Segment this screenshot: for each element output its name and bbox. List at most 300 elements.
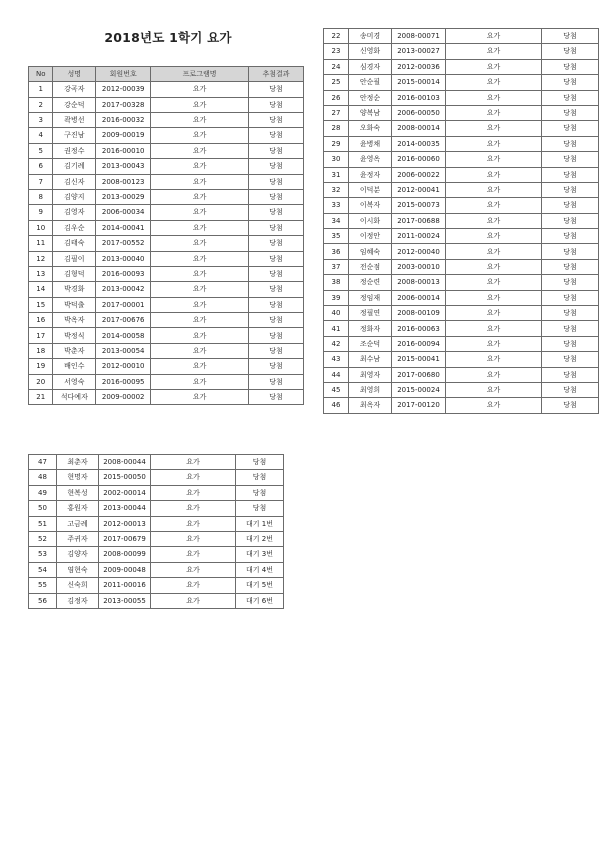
cell-name: 곽병선 (53, 112, 96, 127)
cell-no: 42 (324, 336, 349, 351)
cell-no: 4 (29, 128, 53, 143)
cell-program: 요가 (151, 343, 249, 358)
cell-result: 당첨 (248, 266, 303, 281)
cell-result: 당첨 (542, 398, 599, 413)
cell-member-id: 2017-00328 (96, 97, 151, 112)
cell-member-id: 2011-00024 (392, 229, 446, 244)
cell-program: 요가 (446, 352, 542, 367)
cell-no: 43 (324, 352, 349, 367)
cell-result: 당첨 (248, 220, 303, 235)
table-row (29, 174, 304, 189)
cell-no: 25 (324, 75, 349, 90)
table-row (29, 516, 284, 531)
cell-no: 51 (29, 516, 57, 531)
header-result: 추첨결과 (248, 67, 303, 82)
cell-program: 요가 (151, 159, 249, 174)
header-name: 성명 (53, 67, 96, 82)
results-table-1 (28, 66, 304, 405)
cell-program: 요가 (151, 220, 249, 235)
cell-member-id: 2008-00014 (392, 121, 446, 136)
cell-result: 당첨 (542, 229, 599, 244)
cell-no: 8 (29, 189, 53, 204)
table-row (29, 143, 304, 158)
table-row (324, 306, 599, 321)
cell-name: 송미경 (349, 29, 392, 44)
cell-program: 요가 (151, 205, 249, 220)
cell-no: 23 (324, 44, 349, 59)
cell-program: 요가 (151, 97, 249, 112)
cell-no: 12 (29, 251, 53, 266)
cell-member-id: 2006-00034 (96, 205, 151, 220)
cell-member-id: 2013-00043 (96, 159, 151, 174)
cell-member-id: 2015-00041 (392, 352, 446, 367)
cell-no: 47 (29, 455, 57, 470)
cell-result: 당첨 (248, 282, 303, 297)
table-row (29, 236, 304, 251)
cell-no: 44 (324, 367, 349, 382)
table-row (29, 205, 304, 220)
cell-member-id: 2012-00039 (96, 82, 151, 97)
cell-member-id: 2015-00050 (99, 470, 151, 485)
table-row (324, 44, 599, 59)
cell-member-id: 2015-00014 (392, 75, 446, 90)
table-row (29, 455, 284, 470)
cell-result: 당첨 (248, 313, 303, 328)
cell-no: 50 (29, 501, 57, 516)
cell-member-id: 2008-00099 (99, 547, 151, 562)
table-row (29, 282, 304, 297)
cell-no: 41 (324, 321, 349, 336)
cell-member-id: 2016-00010 (96, 143, 151, 158)
cell-program: 요가 (151, 236, 249, 251)
table-row (324, 90, 599, 105)
cell-program: 요가 (446, 398, 542, 413)
cell-program: 요가 (446, 367, 542, 382)
cell-name: 홍원자 (57, 501, 99, 516)
table-row (29, 313, 304, 328)
cell-no: 28 (324, 121, 349, 136)
cell-name: 이시화 (349, 213, 392, 228)
cell-program: 요가 (446, 105, 542, 120)
cell-program: 요가 (151, 455, 236, 470)
table-row (324, 213, 599, 228)
table-row (324, 29, 599, 44)
cell-result: 당첨 (236, 485, 284, 500)
table-row (324, 244, 599, 259)
cell-member-id: 2013-00040 (96, 251, 151, 266)
cell-name: 최영희 (349, 382, 392, 397)
cell-name: 현명자 (57, 470, 99, 485)
cell-result: 당첨 (542, 244, 599, 259)
table-row (29, 82, 304, 97)
cell-program: 요가 (446, 59, 542, 74)
table-row (324, 398, 599, 413)
cell-no: 14 (29, 282, 53, 297)
cell-no: 20 (29, 374, 53, 389)
cell-result: 당첨 (542, 382, 599, 397)
cell-name: 고금례 (57, 516, 99, 531)
cell-name: 정임재 (349, 290, 392, 305)
cell-no: 34 (324, 213, 349, 228)
cell-result: 대기 3번 (236, 547, 284, 562)
cell-result: 당첨 (248, 82, 303, 97)
table-row (29, 390, 304, 405)
cell-no: 39 (324, 290, 349, 305)
cell-result: 당첨 (542, 290, 599, 305)
cell-result: 대기 4번 (236, 562, 284, 577)
cell-program: 요가 (446, 136, 542, 151)
cell-name: 박덕출 (53, 297, 96, 312)
cell-member-id: 2008-00013 (392, 275, 446, 290)
cell-name: 현복성 (57, 485, 99, 500)
cell-member-id: 2013-00027 (392, 44, 446, 59)
table-row (29, 562, 284, 577)
cell-member-id: 2012-00013 (99, 516, 151, 531)
cell-result: 당첨 (248, 328, 303, 343)
cell-program: 요가 (446, 182, 542, 197)
cell-name: 권정수 (53, 143, 96, 158)
table-row (29, 128, 304, 143)
cell-name: 오화숙 (349, 121, 392, 136)
cell-member-id: 2016-00093 (96, 266, 151, 281)
cell-result: 당첨 (542, 182, 599, 197)
cell-name: 구진남 (53, 128, 96, 143)
cell-name: 서영숙 (53, 374, 96, 389)
cell-program: 요가 (151, 82, 249, 97)
cell-no: 33 (324, 198, 349, 213)
cell-name: 김영자 (53, 205, 96, 220)
cell-no: 5 (29, 143, 53, 158)
cell-member-id: 2017-00679 (99, 531, 151, 546)
table-header-row (29, 67, 304, 82)
cell-member-id: 2013-00029 (96, 189, 151, 204)
cell-program: 요가 (446, 382, 542, 397)
table-row (324, 382, 599, 397)
cell-no: 16 (29, 313, 53, 328)
cell-member-id: 2013-00054 (96, 343, 151, 358)
cell-program: 요가 (446, 44, 542, 59)
cell-result: 당첨 (248, 159, 303, 174)
cell-result: 당첨 (542, 75, 599, 90)
cell-program: 요가 (151, 578, 236, 593)
cell-program: 요가 (151, 593, 236, 608)
cell-name: 윤병채 (349, 136, 392, 151)
cell-name: 신영화 (349, 44, 392, 59)
cell-no: 29 (324, 136, 349, 151)
cell-program: 요가 (446, 75, 542, 90)
cell-no: 36 (324, 244, 349, 259)
cell-name: 임혜숙 (349, 244, 392, 259)
cell-name: 양복남 (349, 105, 392, 120)
cell-result: 당첨 (542, 167, 599, 182)
header-no: No (29, 67, 53, 82)
cell-no: 32 (324, 182, 349, 197)
cell-name: 염현숙 (57, 562, 99, 577)
table-row (324, 182, 599, 197)
cell-result: 당첨 (542, 321, 599, 336)
cell-no: 35 (324, 229, 349, 244)
cell-program: 요가 (446, 244, 542, 259)
cell-member-id: 2006-00022 (392, 167, 446, 182)
cell-no: 2 (29, 97, 53, 112)
cell-no: 31 (324, 167, 349, 182)
cell-name: 조순덕 (349, 336, 392, 351)
results-table-2 (323, 28, 599, 414)
cell-result: 당첨 (542, 367, 599, 382)
cell-no: 7 (29, 174, 53, 189)
cell-result: 당첨 (248, 390, 303, 405)
cell-member-id: 2014-00058 (96, 328, 151, 343)
cell-name: 배인수 (53, 359, 96, 374)
cell-name: 박춘자 (53, 343, 96, 358)
cell-program: 요가 (151, 390, 249, 405)
cell-no: 55 (29, 578, 57, 593)
cell-member-id: 2016-00094 (392, 336, 446, 351)
cell-no: 30 (324, 152, 349, 167)
cell-result: 당첨 (542, 136, 599, 151)
cell-program: 요가 (151, 328, 249, 343)
cell-no: 46 (324, 398, 349, 413)
cell-name: 최춘자 (57, 455, 99, 470)
cell-result: 당첨 (248, 251, 303, 266)
cell-program: 요가 (151, 485, 236, 500)
cell-member-id: 2008-00123 (96, 174, 151, 189)
cell-no: 56 (29, 593, 57, 608)
cell-member-id: 2016-00060 (392, 152, 446, 167)
cell-no: 37 (324, 259, 349, 274)
table-row (29, 593, 284, 608)
cell-result: 당첨 (248, 97, 303, 112)
cell-member-id: 2015-00073 (392, 198, 446, 213)
cell-result: 당첨 (542, 275, 599, 290)
table-row (324, 336, 599, 351)
cell-member-id: 2016-00032 (96, 112, 151, 127)
cell-program: 요가 (446, 90, 542, 105)
cell-program: 요가 (151, 189, 249, 204)
cell-program: 요가 (151, 128, 249, 143)
header-program: 프로그램명 (151, 67, 249, 82)
cell-result: 대기 6번 (236, 593, 284, 608)
table-row (29, 531, 284, 546)
cell-result: 당첨 (542, 336, 599, 351)
cell-no: 11 (29, 236, 53, 251)
table-row (324, 105, 599, 120)
table-row (324, 259, 599, 274)
cell-name: 최옥자 (349, 398, 392, 413)
cell-program: 요가 (151, 282, 249, 297)
cell-name: 강곡자 (53, 82, 96, 97)
cell-program: 요가 (151, 359, 249, 374)
table-row (324, 321, 599, 336)
table-row (324, 367, 599, 382)
cell-program: 요가 (151, 143, 249, 158)
cell-member-id: 2012-00041 (392, 182, 446, 197)
cell-result: 당첨 (542, 90, 599, 105)
cell-program: 요가 (446, 213, 542, 228)
cell-member-id: 2003-00010 (392, 259, 446, 274)
table-row (29, 470, 284, 485)
cell-result: 당첨 (542, 59, 599, 74)
cell-name: 박경화 (53, 282, 96, 297)
table-row (29, 547, 284, 562)
results-table-3 (28, 454, 284, 609)
cell-result: 당첨 (542, 306, 599, 321)
cell-member-id: 2017-00688 (392, 213, 446, 228)
table-row (324, 167, 599, 182)
cell-no: 19 (29, 359, 53, 374)
cell-program: 요가 (151, 374, 249, 389)
cell-no: 49 (29, 485, 57, 500)
table-row (324, 275, 599, 290)
cell-member-id: 2017-00120 (392, 398, 446, 413)
cell-program: 요가 (446, 275, 542, 290)
cell-no: 48 (29, 470, 57, 485)
cell-member-id: 2012-00036 (392, 59, 446, 74)
cell-member-id: 2008-00109 (392, 306, 446, 321)
cell-name: 이복자 (349, 198, 392, 213)
cell-name: 이정안 (349, 229, 392, 244)
cell-result: 당첨 (248, 128, 303, 143)
cell-no: 45 (324, 382, 349, 397)
cell-member-id: 2009-00002 (96, 390, 151, 405)
cell-result: 당첨 (542, 352, 599, 367)
cell-no: 40 (324, 306, 349, 321)
cell-program: 요가 (151, 547, 236, 562)
cell-name: 안정순 (349, 90, 392, 105)
cell-program: 요가 (446, 29, 542, 44)
cell-program: 요가 (151, 470, 236, 485)
cell-result: 당첨 (236, 455, 284, 470)
cell-result: 당첨 (542, 44, 599, 59)
cell-result: 당첨 (248, 205, 303, 220)
table-row (29, 220, 304, 235)
cell-result: 당첨 (542, 213, 599, 228)
table-row (29, 485, 284, 500)
table-row (29, 374, 304, 389)
cell-no: 22 (324, 29, 349, 44)
table-row (324, 290, 599, 305)
cell-name: 최영자 (349, 367, 392, 382)
cell-no: 3 (29, 112, 53, 127)
cell-name: 박옥자 (53, 313, 96, 328)
header-member-id: 회원번호 (96, 67, 151, 82)
cell-program: 요가 (151, 562, 236, 577)
cell-program: 요가 (446, 306, 542, 321)
table-row (29, 266, 304, 281)
table-row (324, 229, 599, 244)
cell-member-id: 2017-00680 (392, 367, 446, 382)
cell-member-id: 2012-00040 (392, 244, 446, 259)
cell-name: 정순련 (349, 275, 392, 290)
cell-result: 당첨 (542, 29, 599, 44)
cell-name: 석다예자 (53, 390, 96, 405)
cell-program: 요가 (151, 174, 249, 189)
cell-program: 요가 (151, 531, 236, 546)
cell-program: 요가 (151, 266, 249, 281)
cell-member-id: 2017-00552 (96, 236, 151, 251)
cell-result: 당첨 (248, 359, 303, 374)
cell-name: 이덕분 (349, 182, 392, 197)
cell-result: 당첨 (248, 374, 303, 389)
cell-name: 김필이 (53, 251, 96, 266)
cell-program: 요가 (151, 112, 249, 127)
cell-program: 요가 (151, 501, 236, 516)
table-row (29, 112, 304, 127)
cell-program: 요가 (446, 229, 542, 244)
cell-no: 54 (29, 562, 57, 577)
cell-member-id: 2002-00014 (99, 485, 151, 500)
table-row (29, 328, 304, 343)
cell-name: 김양지 (53, 189, 96, 204)
table-row (29, 297, 304, 312)
cell-name: 김정자 (57, 593, 99, 608)
table-row (29, 251, 304, 266)
cell-program: 요가 (446, 121, 542, 136)
cell-result: 당첨 (248, 236, 303, 251)
table-row (29, 359, 304, 374)
cell-name: 김태숙 (53, 236, 96, 251)
table-row (29, 501, 284, 516)
cell-result: 대기 5번 (236, 578, 284, 593)
cell-name: 심경자 (349, 59, 392, 74)
cell-result: 당첨 (542, 198, 599, 213)
cell-no: 6 (29, 159, 53, 174)
cell-no: 18 (29, 343, 53, 358)
cell-result: 당첨 (542, 121, 599, 136)
cell-name: 김신자 (53, 174, 96, 189)
cell-name: 박정식 (53, 328, 96, 343)
cell-no: 21 (29, 390, 53, 405)
cell-result: 대기 2번 (236, 531, 284, 546)
cell-result: 당첨 (248, 174, 303, 189)
cell-member-id: 2008-00071 (392, 29, 446, 44)
table-row (324, 352, 599, 367)
cell-result: 당첨 (248, 112, 303, 127)
cell-member-id: 2009-00048 (99, 562, 151, 577)
cell-program: 요가 (446, 336, 542, 351)
cell-name: 안순필 (349, 75, 392, 90)
cell-result: 당첨 (542, 259, 599, 274)
cell-program: 요가 (151, 297, 249, 312)
cell-no: 15 (29, 297, 53, 312)
cell-member-id: 2017-00676 (96, 313, 151, 328)
cell-result: 당첨 (248, 297, 303, 312)
cell-result: 당첨 (236, 501, 284, 516)
cell-result: 당첨 (542, 105, 599, 120)
cell-program: 요가 (446, 290, 542, 305)
cell-name: 전순점 (349, 259, 392, 274)
cell-result: 당첨 (236, 470, 284, 485)
cell-member-id: 2011-00016 (99, 578, 151, 593)
cell-no: 10 (29, 220, 53, 235)
cell-no: 26 (324, 90, 349, 105)
cell-member-id: 2013-00044 (99, 501, 151, 516)
cell-result: 당첨 (248, 343, 303, 358)
cell-name: 윤영옥 (349, 152, 392, 167)
cell-member-id: 2009-00019 (96, 128, 151, 143)
cell-name: 김형덕 (53, 266, 96, 281)
table-row (324, 136, 599, 151)
cell-program: 요가 (446, 259, 542, 274)
cell-program: 요가 (151, 251, 249, 266)
cell-name: 최수남 (349, 352, 392, 367)
cell-member-id: 2016-00103 (392, 90, 446, 105)
cell-result: 대기 1번 (236, 516, 284, 531)
cell-no: 13 (29, 266, 53, 281)
cell-member-id: 2014-00035 (392, 136, 446, 151)
cell-name: 정화자 (349, 321, 392, 336)
cell-name: 윤정자 (349, 167, 392, 182)
